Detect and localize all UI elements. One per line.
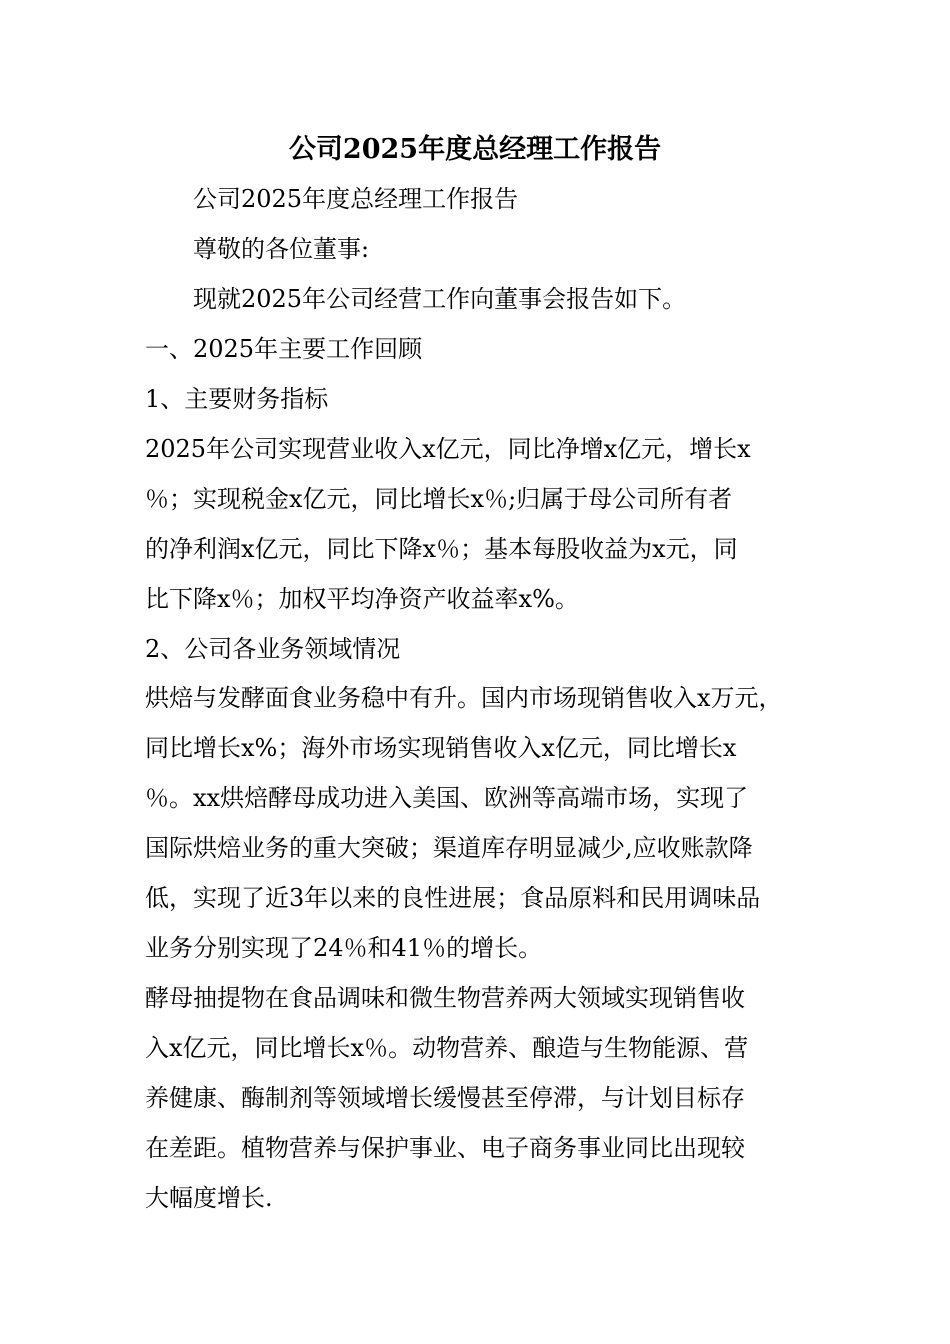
section-heading: 一、2025年主要工作回顾: [145, 335, 423, 363]
paragraph-line: 国际烘焙业务的重大突破；渠道库存明显减少,应收账款降: [145, 834, 753, 862]
paragraph-line: 同比增长x%；海外市场实现销售收入x亿元，同比增长x: [145, 734, 737, 762]
paragraph-line: 的净利润x亿元，同比下降x％；基本每股收益为x元，同: [145, 535, 738, 563]
subsection-heading: 2、公司各业务领域情况: [145, 635, 401, 663]
paragraph-line: 业务分别实现了24％和41％的增长。: [145, 934, 543, 962]
paragraph-line: 比下降x％；加权平均净资产收益率x%。: [145, 585, 579, 613]
paragraph-line: 养健康、酶制剂等领域增长缓慢甚至停滞，与计划目标存: [145, 1084, 745, 1112]
paragraph-line: 酵母抽提物在食品调味和微生物营养两大领域实现销售收: [145, 984, 745, 1012]
paragraph-line: ％；实现税金x亿元，同比增长x％;归属于母公司所有者: [145, 485, 733, 513]
paragraph-line: 入x亿元，同比增长x％。动物营养、酿造与生物能源、营: [145, 1034, 749, 1062]
paragraph-line: 2025年公司实现营业收入x亿元，同比净增x亿元，增长x: [145, 435, 751, 463]
paragraph-line: 在差距。植物营养与保护事业、电子商务事业同比出现较: [145, 1134, 745, 1162]
document-subtitle: 公司2025年度总经理工作报告: [193, 185, 519, 213]
document-title: 公司2025年度总经理工作报告: [288, 134, 662, 165]
subsection-heading: 1、主要财务指标: [145, 385, 329, 413]
intro-paragraph: 现就2025年公司经营工作向董事会报告如下。: [193, 285, 687, 313]
salutation: 尊敬的各位董事:: [193, 235, 370, 263]
paragraph-line: 烘焙与发酵面食业务稳中有升。国内市场现销售收入x万元，: [145, 684, 783, 712]
paragraph-line: 低，实现了近3年以来的良性进展；食品原料和民用调味品: [145, 884, 761, 912]
paragraph-line: ％。xx烘焙酵母成功进入美国、欧洲等高端市场，实现了: [145, 784, 749, 812]
paragraph-line: 大幅度增长.: [145, 1184, 273, 1212]
